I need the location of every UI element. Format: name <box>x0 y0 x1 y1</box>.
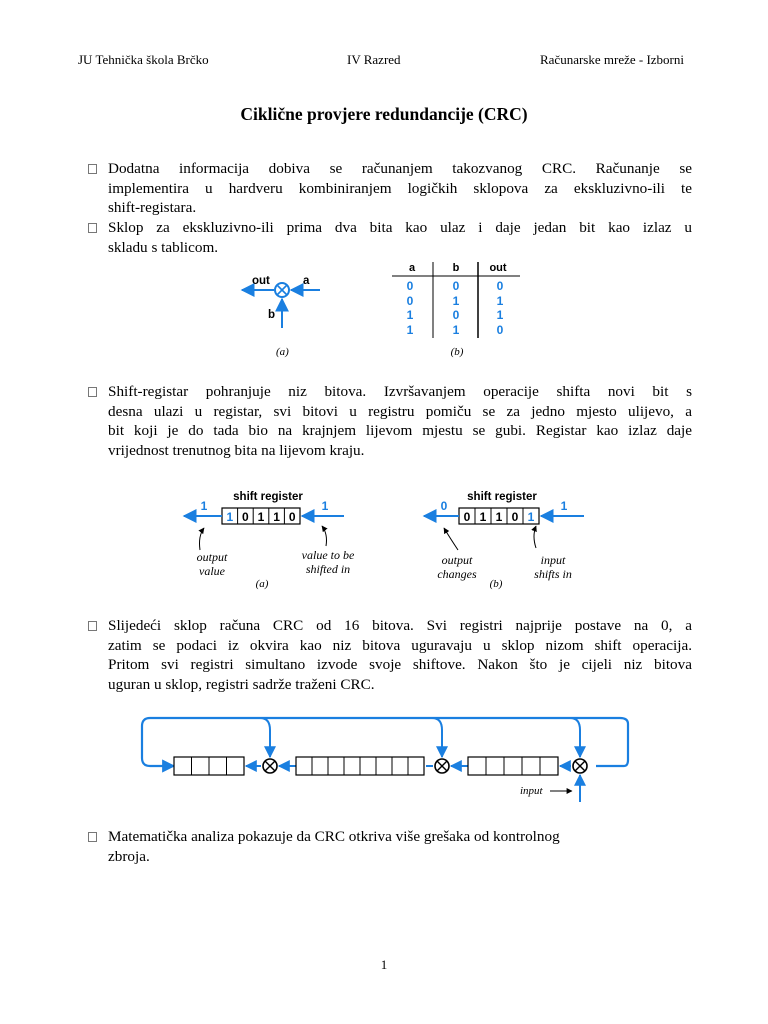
output-label: output <box>441 553 473 567</box>
input-label: input <box>520 785 543 797</box>
xor-b-label: b <box>268 309 276 321</box>
text-line: bit koji je do tada bio na krajnjem lijevom mjestu se gubi. Registar kao izlaz daje <box>108 422 692 440</box>
text-line: shift-registara. <box>108 199 197 217</box>
bullet-paragraph <box>108 616 692 694</box>
xor-caption-b: (b) <box>450 346 464 358</box>
header-class: IV Razred <box>347 52 401 67</box>
output-bit: 1 <box>200 499 208 513</box>
table-cell: 0 <box>452 308 460 322</box>
caption-b: (b) <box>489 578 503 590</box>
text-line: Slijedeći sklop računa CRC od 16 bitova. Svi registri najprije postave na 0, a <box>108 617 692 634</box>
register-bit: 1 <box>479 510 487 524</box>
checkbox-bullet-icon <box>88 621 97 631</box>
register-bit: 1 <box>527 510 535 524</box>
text-line: Sklop za ekskluzivno-ili prima dva bita kao ulaz i daje jedan bit kao izlaz u <box>108 219 692 236</box>
table-header-b: b <box>452 262 460 274</box>
bullet-paragraph <box>108 382 692 460</box>
checkbox-bullet-icon <box>88 832 97 842</box>
shift-register-a <box>184 491 355 590</box>
table-cell: 1 <box>406 308 414 322</box>
table-cell: 0 <box>406 294 414 308</box>
checkbox-bullet-icon <box>88 387 97 397</box>
input-label: shifts in <box>534 567 572 581</box>
input-label: value to be <box>301 548 355 562</box>
input-label: shifted in <box>305 562 351 576</box>
xor-gate-diagram <box>230 256 540 364</box>
register-bit: 0 <box>463 510 471 524</box>
table-header-out: out <box>489 262 507 274</box>
page-title: Ciklične provjere redundancije (CRC) <box>240 104 528 124</box>
register-bit: 1 <box>273 510 280 524</box>
checkbox-bullet-icon <box>88 223 97 233</box>
register-bit: 1 <box>226 510 234 524</box>
register-title: shift register <box>233 491 303 503</box>
input-label: input <box>540 553 566 567</box>
table-cell: 1 <box>452 294 460 308</box>
xor-gate-icon <box>573 759 587 773</box>
input-bit: 1 <box>321 499 329 513</box>
text-line: Matematička analiza pokazuje da CRC otkriva više grešaka od kontrolnog <box>108 828 560 845</box>
text-line: Shift-registar pohranjuje niz bitova. Izvršavanjem operacije shifta novi bit s <box>108 383 692 400</box>
crc-circuit-diagram <box>136 710 636 810</box>
register-bit: 0 <box>511 510 519 524</box>
table-cell: 0 <box>452 279 460 293</box>
register-title: shift register <box>467 491 537 503</box>
register-bit: 1 <box>495 510 503 524</box>
output-label: changes <box>437 567 477 581</box>
bullet-paragraph <box>108 159 692 218</box>
text-line: vrijednost trenutnog bita na lijevom kraju. <box>108 441 365 459</box>
table-cell: 0 <box>406 279 414 293</box>
text-line: uguran u sklop, registri sadrže traženi CRC. <box>108 675 375 693</box>
table-cell: 1 <box>496 308 504 322</box>
xor-gate-icon <box>263 759 277 773</box>
register-bit: 0 <box>242 510 249 524</box>
text-line: skladu s tablicom. <box>108 238 219 256</box>
header-school: JU Tehnička škola Brčko <box>78 52 209 67</box>
table-cell: 1 <box>452 323 460 337</box>
output-label: value <box>199 564 225 578</box>
table-header-a: a <box>408 262 416 274</box>
crc-register <box>174 757 244 775</box>
caption-a: (a) <box>255 578 269 590</box>
page-number: 1 <box>380 957 388 972</box>
xor-a-label: a <box>303 275 310 287</box>
header-subject: Računarske mreže - Izborni <box>539 52 684 67</box>
register-bit: 0 <box>288 510 296 524</box>
xor-caption-a: (a) <box>276 346 289 358</box>
bullet-paragraph <box>108 218 692 257</box>
text-line: Pritom svi registri simultano izvode svoje shiftove. Nakon što je cijeli niz bitova <box>108 656 692 674</box>
crc-register <box>468 757 558 775</box>
shift-register-figure <box>176 486 596 590</box>
register-bit: 1 <box>257 510 265 524</box>
table-cell: 0 <box>496 323 504 337</box>
output-label: output <box>196 550 228 564</box>
shift-register-b <box>424 491 584 590</box>
text-line: Dodatna informacija dobiva se računanjem takozvanog CRC. Računanje se <box>108 160 692 177</box>
crc-register <box>296 757 424 775</box>
text-line: zbroja. <box>108 847 150 865</box>
table-cell: 1 <box>406 323 414 337</box>
table-cell: 0 <box>496 279 504 293</box>
text-line: implementira u hardveru kombiniranjem logičkih sklopova za ekskluzivno-ili te <box>108 179 692 197</box>
xor-gate-icon <box>435 759 449 773</box>
text-line: desna ulazi u registar, svi bitovi u registru pomiču se za jedno mjesto ulijevo, a <box>108 402 692 420</box>
text-line: zatim se podaci iz okvira kao niz bitova uguravaju u sklop nizom shift operacija. <box>108 636 692 654</box>
input-bit: 1 <box>560 499 568 513</box>
table-cell: 1 <box>496 294 504 308</box>
bullet-paragraph <box>108 827 648 866</box>
output-bit: 0 <box>440 499 448 513</box>
checkbox-bullet-icon <box>88 164 97 174</box>
xor-out-label: out <box>252 275 270 287</box>
xor-truth-table <box>392 262 520 358</box>
